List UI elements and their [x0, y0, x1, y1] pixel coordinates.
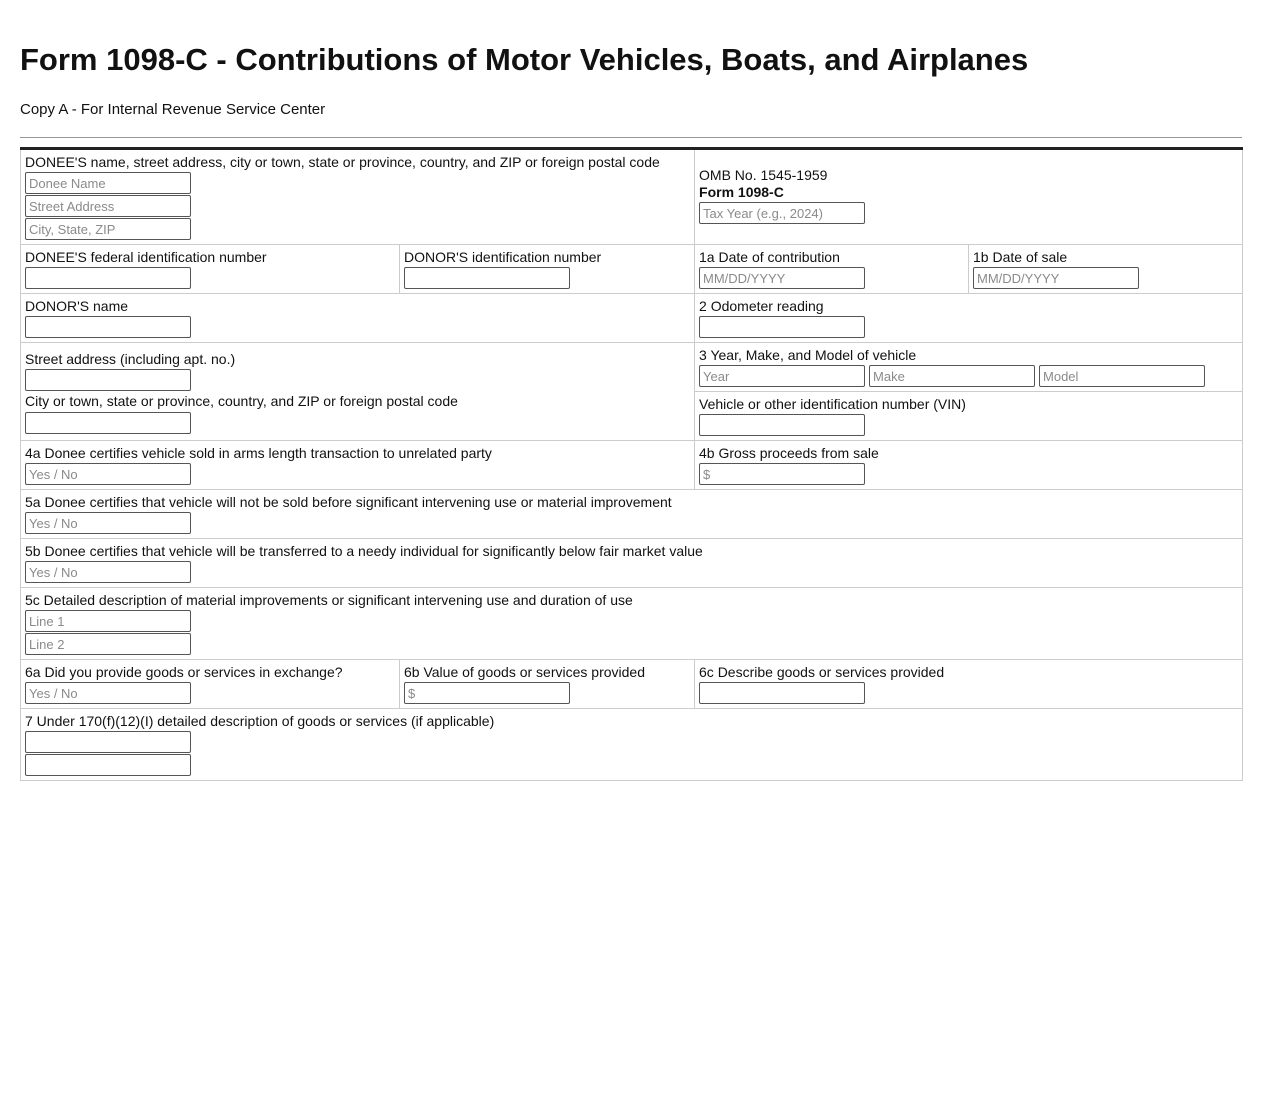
omb-form-name: Form 1098-C [699, 184, 784, 200]
box-6a-label: 6a Did you provide goods or services in exchange? [25, 664, 343, 680]
box-5c-label: 5c Detailed description of material improvements or significant intervening use and duration of use [25, 592, 633, 608]
box-1a-label: 1a Date of contribution [699, 249, 840, 265]
city-field[interactable] [25, 412, 191, 434]
row-box-5a [21, 490, 1243, 539]
box-5c-cell [21, 588, 1243, 660]
omb-number: OMB No. 1545-1959 [699, 167, 828, 183]
box-6b-label: 6b Value of goods or services provided [404, 664, 645, 680]
vehicle-year-field[interactable] [699, 365, 865, 387]
page-subtitle: Copy A - For Internal Revenue Service Center [20, 101, 326, 118]
box-4b-label: 4b Gross proceeds from sale [699, 445, 879, 461]
row-box-6 [21, 660, 1243, 709]
box-5b-cell [21, 539, 1243, 588]
form-1098c-table [20, 147, 1243, 781]
vehicle-fields-row [699, 364, 1238, 387]
row-box-4 [21, 441, 1243, 490]
box-7-cell [21, 709, 1243, 781]
row-ids [21, 245, 1243, 294]
box-5a-label: 5a Donee certifies that vehicle will not be sold before significant intervening use or material improvement [25, 494, 672, 510]
box-5a-cell [21, 490, 1243, 539]
vin-cell [695, 392, 1243, 441]
box-6b-cell [400, 660, 695, 709]
donor-id-cell [400, 245, 695, 294]
box-1b-label: 1b Date of sale [973, 249, 1068, 265]
vehicle-make-field[interactable] [869, 365, 1035, 387]
box-5b-field[interactable] [25, 561, 191, 583]
row-box-5b [21, 539, 1243, 588]
box-6c-label: 6c Describe goods or services provided [699, 664, 945, 680]
box-2-label: 2 Odometer reading [699, 298, 824, 314]
box-5b-label: 5b Donee certifies that vehicle will be transferred to a needy individual for significantly below fair market value [25, 543, 703, 559]
box-5c-line1-field[interactable] [25, 610, 191, 632]
row-address-vehicle [21, 343, 1243, 392]
box-1b-cell [969, 245, 1243, 294]
omb-cell [695, 149, 1243, 245]
donor-name-cell [21, 294, 695, 343]
box-4a-field[interactable] [25, 463, 191, 485]
page-title: Form 1098-C - Contributions of Motor Vehicles, Boats, and Airplanes [20, 42, 1029, 77]
donee-cell [21, 149, 695, 245]
box-5c-line2-field[interactable] [25, 633, 191, 655]
donee-label: DONEE'S name, street address, city or town, state or province, country, and ZIP or foreign postal code [25, 154, 660, 170]
row-donee [21, 149, 1243, 245]
donor-address-cell [21, 343, 695, 441]
donee-fein-cell [21, 245, 400, 294]
box-4a-label: 4a Donee certifies vehicle sold in arms length transaction to unrelated party [25, 445, 492, 461]
vin-field[interactable] [699, 414, 865, 436]
box-1a-cell [695, 245, 969, 294]
street-label: Street address (including apt. no.) [25, 351, 236, 367]
donor-name-field[interactable] [25, 316, 191, 338]
box-3-label: 3 Year, Make, and Model of vehicle [699, 347, 917, 363]
row-box-5c [21, 588, 1243, 660]
donee-street-field[interactable] [25, 195, 191, 217]
box-3-cell [695, 343, 1243, 392]
box-4a-cell [21, 441, 695, 490]
donor-id-label: DONOR'S identification number [404, 249, 602, 265]
box-7-label: 7 Under 170(f)(12)(I) detailed description of goods or services (if applicable) [25, 713, 495, 729]
box-6a-field[interactable] [25, 682, 191, 704]
row-donor-name [21, 294, 1243, 343]
donee-city-field[interactable] [25, 218, 191, 240]
box-6b-field[interactable] [404, 682, 570, 704]
vehicle-model-field[interactable] [1039, 365, 1205, 387]
box-7-line1-field[interactable] [25, 731, 191, 753]
odometer-field[interactable] [699, 316, 865, 338]
box-4b-cell [695, 441, 1243, 490]
city-label: City or town, state or province, country, and ZIP or foreign postal code [25, 393, 458, 409]
tax-year-field[interactable] [699, 202, 865, 224]
box-6c-cell [695, 660, 1243, 709]
box-2-cell [695, 294, 1243, 343]
street-field[interactable] [25, 369, 191, 391]
donor-name-label: DONOR'S name [25, 298, 129, 314]
box-5a-field[interactable] [25, 512, 191, 534]
box-7-line2-field[interactable] [25, 754, 191, 776]
date-of-contribution-field[interactable] [699, 267, 865, 289]
box-6a-cell [21, 660, 400, 709]
divider [20, 137, 1242, 138]
row-box-7 [21, 709, 1243, 781]
donee-fein-field[interactable] [25, 267, 191, 289]
gross-proceeds-field[interactable] [699, 463, 865, 485]
vin-label: Vehicle or other identification number (VIN) [699, 396, 966, 412]
donor-id-field[interactable] [404, 267, 570, 289]
donee-name-field[interactable] [25, 172, 191, 194]
donee-fein-label: DONEE'S federal identification number [25, 249, 267, 265]
date-of-sale-field[interactable] [973, 267, 1139, 289]
box-6c-field[interactable] [699, 682, 865, 704]
